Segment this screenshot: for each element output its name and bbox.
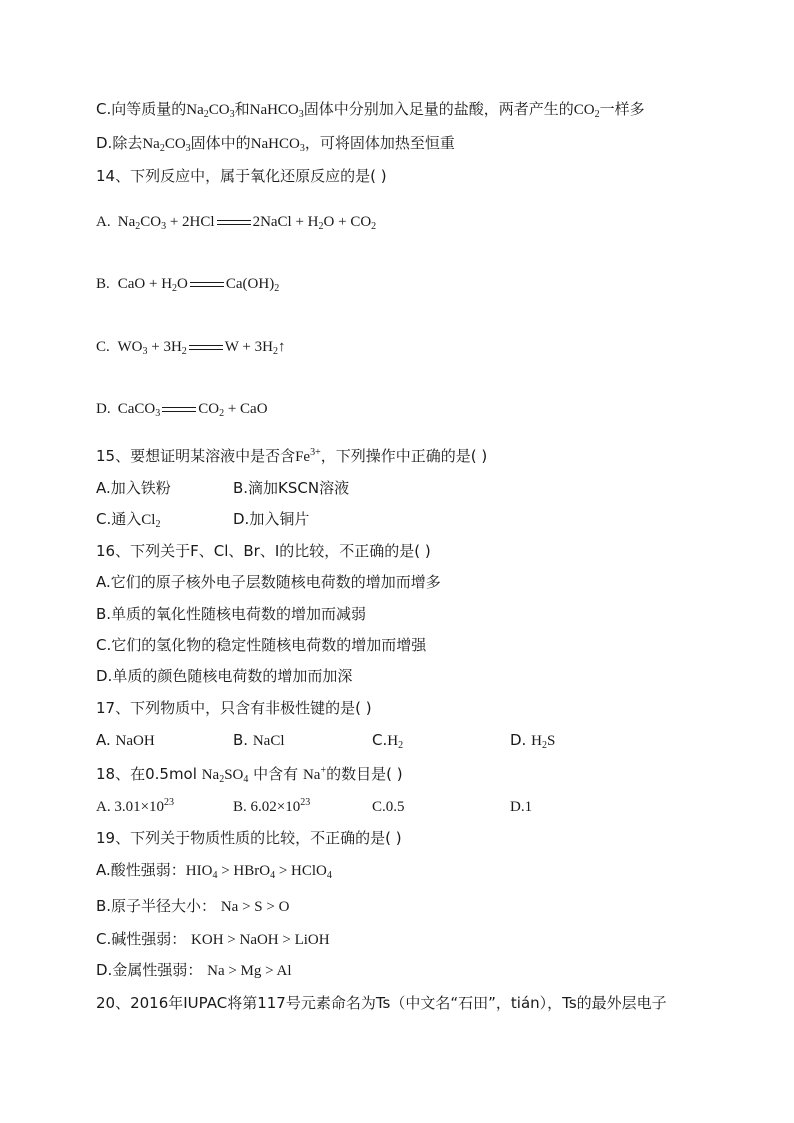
formula-h2: $H_2$ [387, 733, 404, 751]
q18-option-c: C.0.5 [372, 799, 405, 815]
exponent: 23 [164, 797, 175, 808]
text: 18、在0.5mol [96, 765, 197, 783]
q15-option-c [96, 509, 160, 530]
q16-option-b: B.单质的氧化性随核电荷数的增加而减弱 [96, 605, 367, 623]
formula-cl2: $Cl_2$ [141, 512, 161, 530]
formula-nahco3: NaHCO$_3$ [250, 136, 305, 154]
text: C.向等质量的 [96, 100, 187, 118]
text: 的数目是( ) [326, 765, 403, 783]
text: 和 [234, 100, 250, 118]
text: D.金属性强弱： [96, 961, 203, 979]
formula-nacl: NaCl [252, 733, 285, 749]
formula-naoh: NaOH [115, 733, 155, 749]
q19-stem: 19、下列关于物质性质的比较，不正确的是( ) [96, 829, 402, 847]
formula-radius-order: Na > S > O [220, 899, 290, 915]
text: A. 3.01×10 [96, 799, 165, 815]
text: C.通入 [96, 510, 142, 528]
q14-option-b: B. CaO + $H_2O$ $Ca(OH)_2$ [96, 276, 280, 294]
q19-option-d [96, 960, 292, 981]
equals-sign [189, 345, 223, 350]
q16-option-c: C.它们的氢化物的稳定性随核电荷数的增加而增强 [96, 636, 427, 654]
q19-option-a [96, 860, 332, 881]
text: D.除去 [96, 134, 143, 152]
text: ，可将固体加热至恒重 [304, 134, 455, 152]
formula-base-order: KOH > NaOH > LiOH [191, 932, 330, 948]
option-label: C. [372, 731, 388, 749]
q16-stem: 16、下列关于F、Cl、Br、I的比较，不正确的是( ) [96, 542, 431, 560]
text: 固体中的 [190, 134, 251, 152]
q15-option-a: A.加入铁粉 [96, 479, 171, 497]
formula-na2co3: $Na_2CO_3$ [142, 136, 191, 154]
text: 一样多 [599, 100, 645, 118]
q19-option-c [96, 929, 330, 950]
text: 固体中分别加入足量的盐酸，两者产生的 [303, 100, 574, 118]
option-label: B. [233, 731, 249, 749]
option-label: B. [96, 276, 110, 292]
equals-sign [217, 220, 251, 225]
q17-stem: 17、下列物质中，只含有非极性键的是( ) [96, 699, 372, 717]
formula-na2so4: $Na_2SO_4$ [201, 767, 249, 785]
equals-sign [162, 407, 196, 412]
formula-metal-order: Na > Mg > Al [207, 963, 292, 979]
q18-option-b [233, 797, 310, 817]
q19-option-b [96, 896, 289, 917]
q17-option-b [233, 730, 285, 751]
text: C.碱性强弱： [96, 930, 187, 948]
exponent: 23 [300, 797, 311, 808]
q17-option-a [96, 730, 155, 751]
formula-co2: $CO_2$ [573, 102, 600, 120]
q18-stem [96, 764, 403, 785]
formula-h2s: $H_2S$ [531, 733, 556, 751]
option-label: A. [96, 214, 111, 230]
q14-option-d: D. CaCO$_3$ $CO_2$ + CaO [96, 401, 268, 419]
q16-option-a: A.它们的原子核外电子层数随核电荷数的增加而增多 [96, 573, 441, 591]
text: A.酸性强弱： [96, 861, 186, 879]
formula-naplus: Na+ [302, 765, 327, 783]
q15-option-b: B.滴加KSCN溶液 [233, 479, 350, 497]
option-label: C. [96, 339, 110, 355]
option-label: D. [510, 731, 527, 749]
text: B.原子半径大小： [96, 897, 217, 915]
text: B. 6.02×10 [233, 799, 301, 815]
q15-stem [96, 446, 487, 467]
formula-fe3plus: $Fe^{3+}$ [295, 447, 321, 465]
q16-option-d: D.单质的颜色随核电荷数的增加而加深 [96, 667, 353, 685]
q14-option-a: A. $Na_2CO_3 + 2HCl$ 2NaCl + $H_2O + CO_2$ [96, 214, 377, 232]
text: ，下列操作中正确的是( ) [320, 447, 488, 465]
formula-na2co3: $Na_2CO_3$ [186, 102, 235, 120]
text: 中含有 [253, 765, 299, 783]
q15-option-d: D.加入铜片 [233, 510, 310, 528]
formula-acid-order: $HIO_4$ > HBrO$_4$ > HClO$_4$ [185, 863, 332, 881]
q18-option-a [96, 797, 174, 817]
q13-option-d [96, 133, 455, 154]
q14-stem: 14、下列反应中，属于氧化还原反应的是( ) [96, 167, 387, 185]
formula-nahco3: NaHCO$_3$ [249, 102, 304, 120]
q18-option-d: D.1 [510, 799, 533, 815]
option-label: D. [96, 401, 111, 417]
q20-stem: 20、2016年IUPAC将第117号元素命名为Ts（中文名“石田”，tián），Ts的最外层电子 [96, 994, 667, 1012]
equals-sign [190, 282, 224, 287]
q14-option-c: C. $WO_3 + 3H_2$ $W + 3H_2↑$ [96, 339, 286, 357]
text: 15、要想证明某溶液中是否含 [96, 447, 296, 465]
q13-option-c [96, 99, 645, 120]
q17-option-d [510, 730, 555, 751]
option-label: A. [96, 731, 111, 749]
q17-option-c [372, 730, 403, 751]
